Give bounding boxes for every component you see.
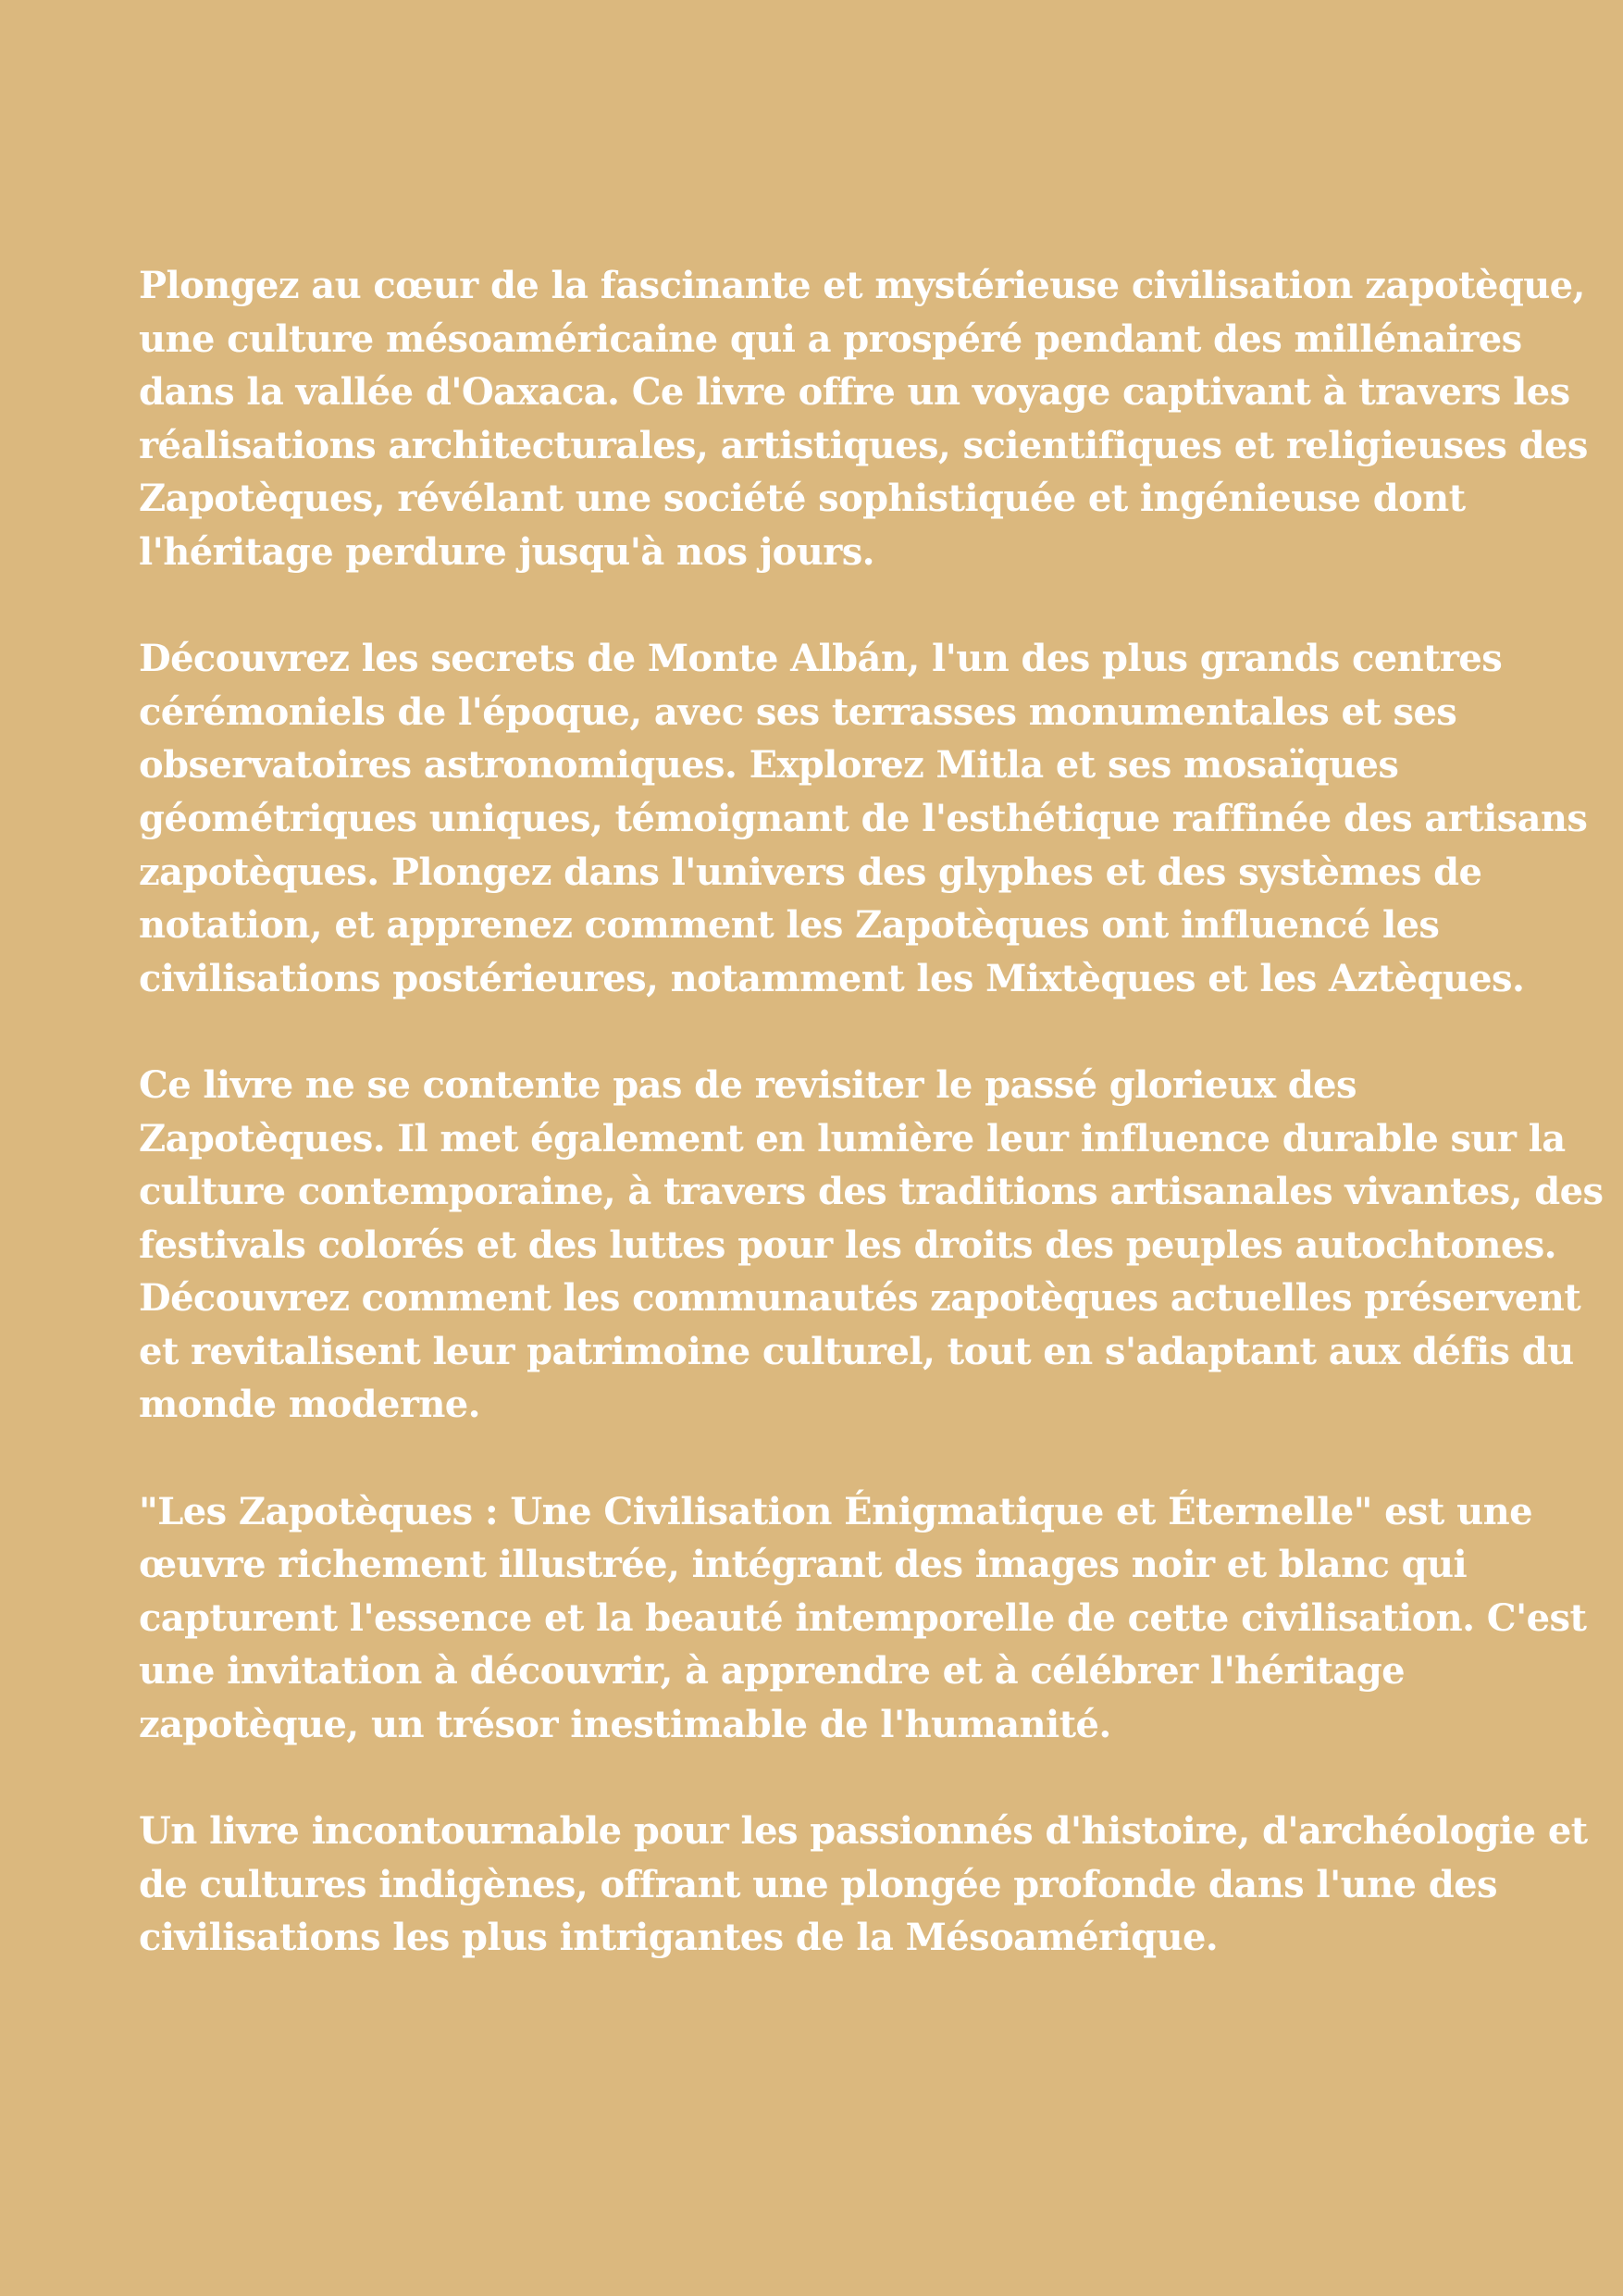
text-line: culture contemporaine, à travers des traditions artisanales vivantes, des [139,1170,1604,1214]
text-line: et revitalisent leur patrimoine culturel, tout en s'adaptant aux défis du [139,1329,1574,1373]
text-line: géométriques uniques, témoignant de l'esthétique raffinée des artisans [139,796,1588,840]
text-line: "Les Zapotèques : Une Civilisation Énigmatique et Éternelle" est une [139,1489,1532,1533]
text-line: dans la vallée d'Oaxaca. Ce livre offre un voyage captivant à travers les [139,370,1570,415]
text-line: Zapotèques. Il met également en lumière leur influence durable sur la [139,1116,1566,1160]
text-line: Un livre incontournable pour les passionnés d'histoire, d'archéologie et [139,1809,1588,1854]
paragraph-closing [139,1805,1588,1965]
text-line: monde moderne. [139,1383,480,1427]
text-line: Ce livre ne se contente pas de revisiter le passé glorieux des [139,1062,1357,1107]
paragraph-sites [139,632,1588,1005]
text-line: notation, et apprenez comment les Zapotèques ont influencé les [139,903,1440,948]
text-line: Découvrez les secrets de Monte Albán, l'un des plus grands centres [139,637,1503,681]
text-line: l'héritage perdure jusqu'à nos jours. [139,529,874,574]
text-line: civilisations les plus intrigantes de la Mésoamérique. [139,1916,1219,1960]
text-line: festivals colorés et des luttes pour les droits des peuples autochtones. [139,1222,1556,1267]
paragraph-intro [139,259,1588,579]
text-line: une invitation à découvrir, à apprendre et à célébrer l'héritage [139,1649,1405,1694]
text-line: cérémoniels de l'époque, avec ses terrasses monumentales et ses [139,689,1457,734]
text-line: Plongez au cœur de la fascinante et mystérieuse civilisation zapotèque, [139,264,1585,307]
back-cover-text [139,259,1604,2018]
text-line: une culture mésoaméricaine qui a prospéré pendant des millénaires [139,316,1522,361]
paragraph-book-title [139,1485,1587,1752]
text-line: capturent l'essence et la beauté intemporelle de cette civilisation. C'est [139,1595,1587,1640]
text-line: observatoires astronomiques. Explorez Mitla et ses mosaïques [139,743,1399,788]
text-line: zapotèques. Plongez dans l'univers des glyphes et des systèmes de [139,850,1482,894]
text-line: œuvre richement illustrée, intégrant des images noir et blanc qui [139,1543,1468,1587]
text-line: Découvrez comment les communautés zapotèques actuelles préservent [139,1276,1581,1321]
text-line: de cultures indigènes, offrant une plongée profonde dans l'une des [139,1862,1497,1906]
text-line: Zapotèques, révélant une société sophistiquée et ingénieuse dont [139,477,1466,521]
text-line: zapotèque, un trésor inestimable de l'humanité. [139,1703,1111,1747]
text-line: réalisations architecturales, artistiques, scientifiques et religieuses des [139,423,1588,467]
paragraph-contemporary [139,1059,1604,1432]
text-line: civilisations postérieures, notamment les Mixtèques et les Aztèques. [139,956,1525,1000]
